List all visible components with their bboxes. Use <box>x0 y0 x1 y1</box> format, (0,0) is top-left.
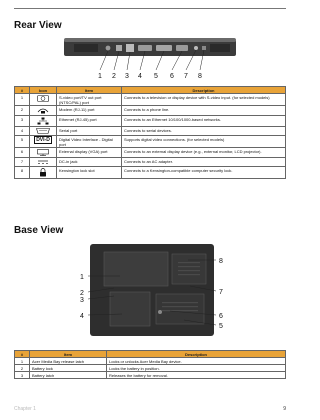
row-description: Connects to an external display device (e.g., external monitor, LCD projector). <box>122 148 286 158</box>
row-description: Connects to a television or display device with S-video input. (for selected models) <box>122 94 286 106</box>
row-number: 3 <box>15 116 30 127</box>
col-header-description: Description <box>107 351 286 358</box>
row-description: Locks or unlocks Acer Media Bay device. <box>107 358 286 365</box>
row-number: 2 <box>15 106 30 116</box>
col-header-icon: Icon <box>30 87 57 94</box>
table-row <box>15 116 286 127</box>
row-item: S-video port/TV out port (NTSC/PAL) port <box>57 94 122 106</box>
table-row <box>15 365 286 372</box>
s-video-port <box>106 46 111 51</box>
s-video-icon <box>30 94 57 106</box>
col-header-item: Item <box>57 87 122 94</box>
col-header-description: Description <box>122 87 286 94</box>
modem-port <box>116 45 122 51</box>
row-description: Releases the battery for removal. <box>107 372 286 379</box>
base-callout-2: 2 <box>80 290 84 297</box>
serial-port <box>138 45 152 51</box>
rear-callout-3: 3 <box>125 73 129 80</box>
vga-icon <box>30 148 57 158</box>
row-description: Connects to a phone line. <box>122 106 286 116</box>
dc-in-icon <box>30 158 57 167</box>
serial-port-icon <box>30 127 57 136</box>
table-row <box>15 158 286 167</box>
base-view-illustration <box>60 240 250 344</box>
modem-icon <box>30 106 57 116</box>
row-item: Acer Media Bay release latch <box>30 358 107 365</box>
ethernet-icon <box>30 116 57 127</box>
table-header-row <box>15 351 286 358</box>
base-screw <box>158 310 162 314</box>
row-item: Ethernet (RJ-45) port <box>57 116 122 127</box>
table-header-row <box>15 87 286 94</box>
col-header-num: # <box>15 87 30 94</box>
base-callout-1: 1 <box>80 274 84 281</box>
table-row <box>15 106 286 116</box>
base-callout-3: 3 <box>80 297 84 304</box>
row-item: Kensington lock slot <box>57 167 122 179</box>
table-row <box>15 94 286 106</box>
base-view-title: Base View <box>14 225 64 236</box>
row-number: 5 <box>15 136 30 148</box>
row-number: 2 <box>15 365 30 372</box>
base-callout-5: 5 <box>219 323 223 330</box>
base-callout-8: 8 <box>219 258 223 265</box>
header-rule <box>14 8 286 9</box>
rear-callout-5: 5 <box>154 73 158 80</box>
row-description: Connects to an AC adapter. <box>122 158 286 167</box>
dc-in-port <box>194 46 198 50</box>
row-number: 3 <box>15 372 30 379</box>
base-callout-4: 4 <box>80 313 84 320</box>
col-header-num: # <box>15 351 30 358</box>
page-number: 9 <box>283 406 286 412</box>
row-description: Locks the battery in position. <box>107 365 286 372</box>
footer-chapter: Chapter 1 <box>14 406 36 412</box>
table-row <box>15 372 286 379</box>
row-number: 6 <box>15 148 30 158</box>
row-number: 8 <box>15 167 30 179</box>
row-number: 1 <box>15 94 30 106</box>
dvi-d-icon-label: DVI-D <box>36 136 50 143</box>
row-description: Supports digital video connections. (for selected models) <box>122 136 286 148</box>
ethernet-port <box>126 44 134 52</box>
rear-view-illustration <box>60 34 240 82</box>
vga-port <box>176 45 188 51</box>
row-item: DC-in jack <box>57 158 122 167</box>
rear-view-table <box>14 86 286 179</box>
dvi-port <box>156 45 172 51</box>
rear-callout-6: 6 <box>170 73 174 80</box>
row-number: 7 <box>15 158 30 167</box>
table-row <box>15 136 286 148</box>
base-callout-7: 7 <box>219 289 223 296</box>
rear-callout-7: 7 <box>184 73 188 80</box>
table-row <box>15 167 286 179</box>
table-row <box>15 358 286 365</box>
rear-callout-1: 1 <box>98 73 102 80</box>
rear-callout-8: 8 <box>198 73 202 80</box>
base-view-table <box>14 350 286 379</box>
dvi-d-icon <box>30 136 57 148</box>
table-row <box>15 127 286 136</box>
rear-callout-4: 4 <box>138 73 142 80</box>
base-callout-6: 6 <box>219 313 223 320</box>
row-number: 4 <box>15 127 30 136</box>
row-item: Battery latch <box>30 372 107 379</box>
lock-slot <box>202 46 206 50</box>
row-item: External display (VGA) port <box>57 148 122 158</box>
rear-view-title: Rear View <box>14 20 62 31</box>
kensington-lock-icon <box>30 167 57 179</box>
rear-callout-2: 2 <box>112 73 116 80</box>
row-item: Serial port <box>57 127 122 136</box>
row-description: Connects to an Ethernet 10/100/1000-based networks. <box>122 116 286 127</box>
battery-compartment <box>104 252 168 286</box>
row-number: 1 <box>15 358 30 365</box>
col-header-item: Item <box>30 351 107 358</box>
row-item: Battery lock <box>30 365 107 372</box>
row-item: Modem (RJ-11) port <box>57 106 122 116</box>
row-description: Connects to a Kensington-compatible computer security lock. <box>122 167 286 179</box>
table-row <box>15 148 286 158</box>
row-description: Connects to serial devices. <box>122 127 286 136</box>
row-item: Digital Video Interface - Digital port <box>57 136 122 148</box>
